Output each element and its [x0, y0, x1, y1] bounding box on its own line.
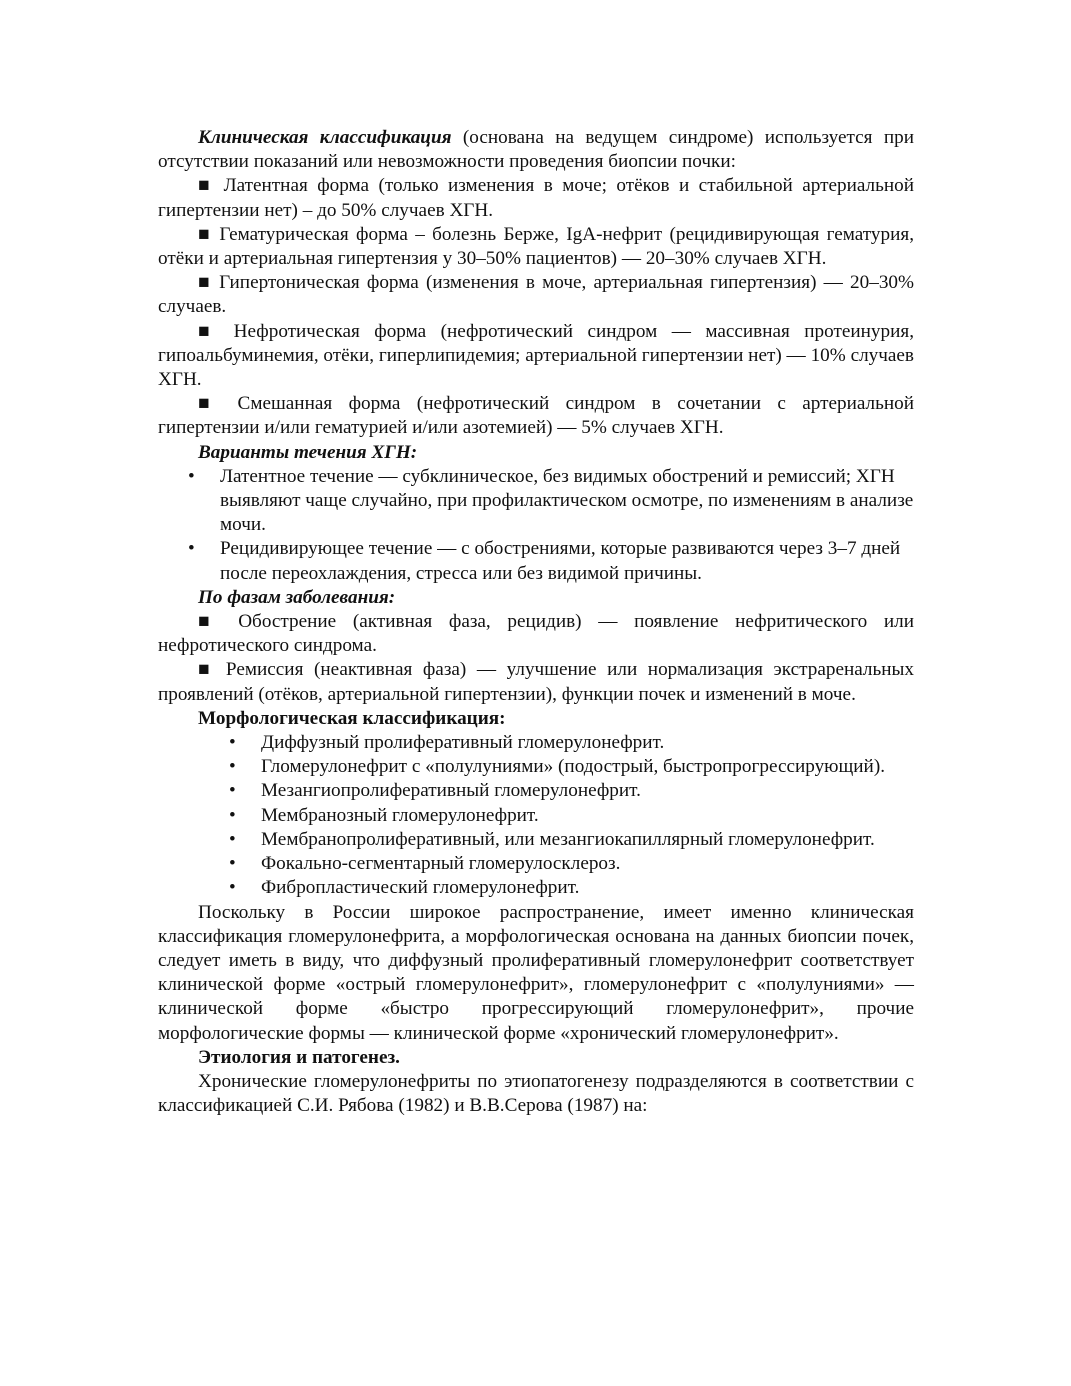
morphology-item: • Фокально-сегментарный гломерулосклероз.: [158, 852, 914, 876]
clinical-intro-paragraph: [158, 126, 914, 174]
etiology-heading: Этиология и патогенез.: [198, 1046, 400, 1068]
morphology-item: • Мезангиопролиферативный гломерулонефрит.: [158, 779, 914, 803]
course-item-recurrent: • Рецидивирующее течение — с обострениями, которые развиваются через 3–7 дней после переохлаждения, стресса или без видимой причины.: [158, 537, 914, 585]
phase-item-exacerbation: ■ Обострение (активная фаза, рецидив) — появление нефритического или нефротического синдрома.: [158, 611, 914, 657]
morphology-item: • Фибропластический гломерулонефрит.: [158, 876, 914, 900]
morphology-item: • Мембранозный гломерулонефрит.: [158, 804, 914, 828]
morphology-item: • Гломерулонефрит с «полулуниями» (подострый, быстропрогрессирующий).: [158, 755, 914, 779]
etiology-paragraph: Хронические гломерулонефриты по этиопатогенезу подразделяются в соответствии с классификацией С.И. Рябова (1982) и В.В.Серова (1987) на:: [158, 1070, 914, 1117]
clinical-item-mixed: ■ Смешанная форма (нефротический синдром в сочетании с артериальной гипертензии и/или гематурией и/или азотемией) — 5% случаев ХГН.: [158, 393, 914, 439]
summary-paragraph: Поскольку в России широкое распространение, имеет именно клиническая классификация гломерулонефрита, а морфологическая основана на данных биопсии почек, следует иметь в виду, что диффузный пролиферативный гломерулонефрит соответствует клинической форме «острый гломерулонефрит», гломерулонефрит с «полулуниями» — клинической форме «быстро прогрессирующий гломерулонефрит», прочие морфологические формы — клинической форме «хронический гломерулонефрит».: [158, 901, 914, 1044]
clinical-item-hypertonic: ■ Гипертоническая форма (изменения в моче, артериальная гипертензия) — 20–30% случаев.: [158, 272, 914, 318]
course-heading: Варианты течения ХГН:: [198, 441, 418, 463]
clinical-item-nephrotic: ■ Нефротическая форма (нефротический синдром — массивная протеинурия, гипоальбуминемия, отёки, гиперлипидемия; артериальной гипертензии нет) — 10% случаев ХГН.: [158, 320, 914, 391]
clinical-intro-text: (основана на ведущем синдроме) используется при отсутствии показаний или невозможности проведения биопсии почки:: [158, 127, 914, 173]
morphology-item: • Диффузный пролиферативный гломерулонефрит.: [158, 731, 914, 755]
clinical-item-hematuric: ■ Гематурическая форма – болезнь Берже, IgA-нефрит (рецидивирующая гематурия, отёки и артериальная гипертензия у 30–50% пациентов) — 20–30% случаев ХГН.: [158, 223, 914, 270]
morphology-list: [158, 731, 914, 900]
phase-item-remission: ■ Ремиссия (неактивная фаза) — улучшение или нормализация экстраренальных проявлений (отёков, артериальной гипертензии), функции почек и изменений в моче.: [158, 659, 914, 705]
clinical-title: Клиническая классификация: [198, 127, 452, 148]
morphology-heading: Морфологическая классификация:: [198, 707, 506, 729]
phases-heading: По фазам заболевания:: [198, 586, 396, 608]
course-list: [158, 465, 914, 586]
document-page: [158, 126, 914, 1118]
clinical-item-latent: ■ Латентная форма (только изменения в моче; отёков и стабильной артериальной гипертензии нет) – до 50% случаев ХГН.: [158, 175, 914, 221]
course-item-latent: • Латентное течение — субклиническое, без видимых обострений и ремиссий; ХГН выявляют чаще случайно, при профилактическом осмотре, по изменениям в анализе мочи.: [158, 465, 914, 538]
morphology-item: • Мембранопролиферативный, или мезангиокапиллярный гломерулонефрит.: [158, 828, 914, 852]
